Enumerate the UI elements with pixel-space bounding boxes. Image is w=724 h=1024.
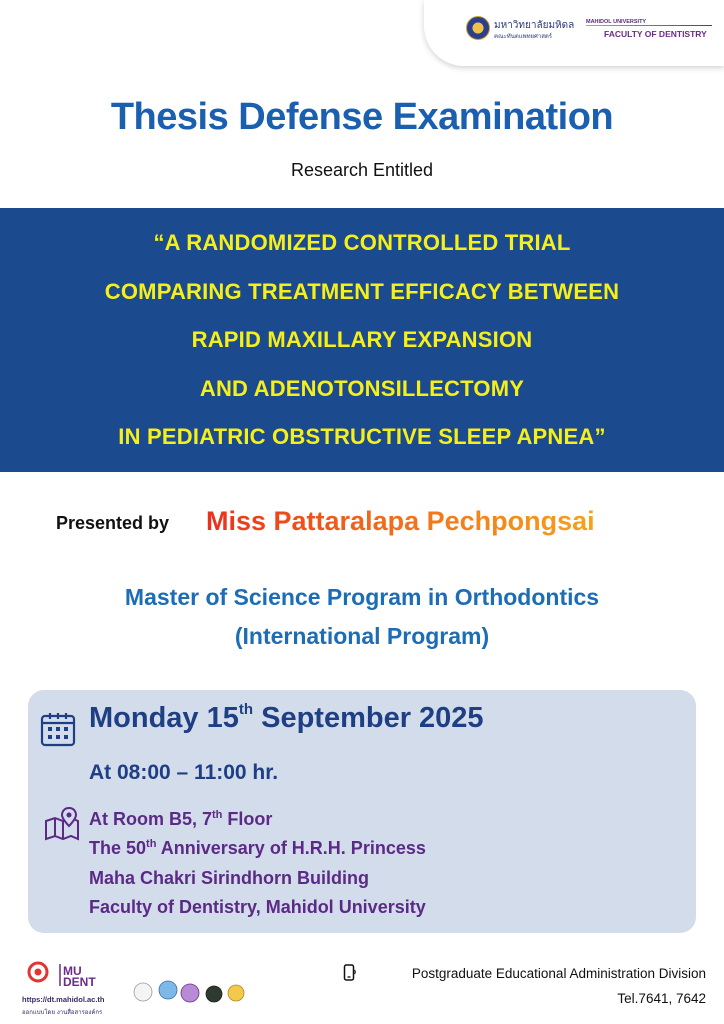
mascot-icon	[134, 981, 244, 1002]
faculty-name-thai: คณะทันตแพทยศาสตร์	[494, 33, 553, 40]
event-time: At 08:00 – 11:00 hr.	[89, 761, 279, 784]
design-credit: ออกแบบโดย งานสื่อสารองค์กร	[22, 1009, 103, 1016]
contact-telephone: Tel.7641, 7642	[617, 991, 706, 1006]
research-title-line: RAPID MAXILLARY EXPANSION	[191, 327, 533, 352]
university-seal-icon	[466, 16, 490, 40]
program-name: Master of Science Program in Orthodontics	[124, 584, 600, 610]
venue-faculty: Faculty of Dentistry, Mahidol University	[89, 897, 426, 917]
university-name-en: MAHIDOL UNIVERSITY	[586, 19, 647, 25]
research-title-band	[0, 208, 724, 472]
research-title-line: AND ADENOTONSILLECTOMY	[199, 376, 525, 401]
calendar-icon	[40, 711, 76, 747]
faculty-name-en: FACULTY OF DENTISTRY	[604, 29, 707, 39]
venue-building-line2: Maha Chakri Sirindhorn Building	[89, 868, 370, 888]
phone-icon	[343, 964, 357, 982]
research-title-line: IN PEDIATRIC OBSTRUCTIVE SLEEP APNEA”	[118, 424, 606, 449]
faculty-website-link[interactable]: https://dt.mahidol.ac.th	[22, 995, 105, 1004]
venue-building-line1: The 50th Anniversary of H.R.H. Princess	[89, 838, 426, 858]
program-type: (International Program)	[234, 623, 490, 649]
presenter-name: Miss Pattaralapa Pechpongsai	[206, 506, 595, 536]
page-title: Thesis Defense Examination	[110, 96, 614, 138]
venue-room: At Room B5, 7th Floor	[89, 809, 273, 829]
contact-division: Postgraduate Educational Administration Division	[411, 966, 706, 981]
research-title-line: COMPARING TREATMENT EFFICACY BETWEEN	[104, 279, 620, 304]
map-pin-icon	[44, 807, 80, 841]
header-logo-card	[424, 0, 724, 66]
header-divider	[586, 25, 712, 26]
page-subtitle: Research Entitled	[290, 160, 434, 180]
event-date: Monday 15th September 2025	[89, 701, 484, 734]
university-name-thai: มหาวิทยาลัยมหิดล	[494, 20, 575, 31]
mu-dent-logo: MU DENT	[63, 964, 96, 989]
presented-by-label: Presented by	[56, 513, 170, 533]
research-title-line: “A RANDOMIZED CONTROLLED TRIAL	[153, 230, 571, 255]
